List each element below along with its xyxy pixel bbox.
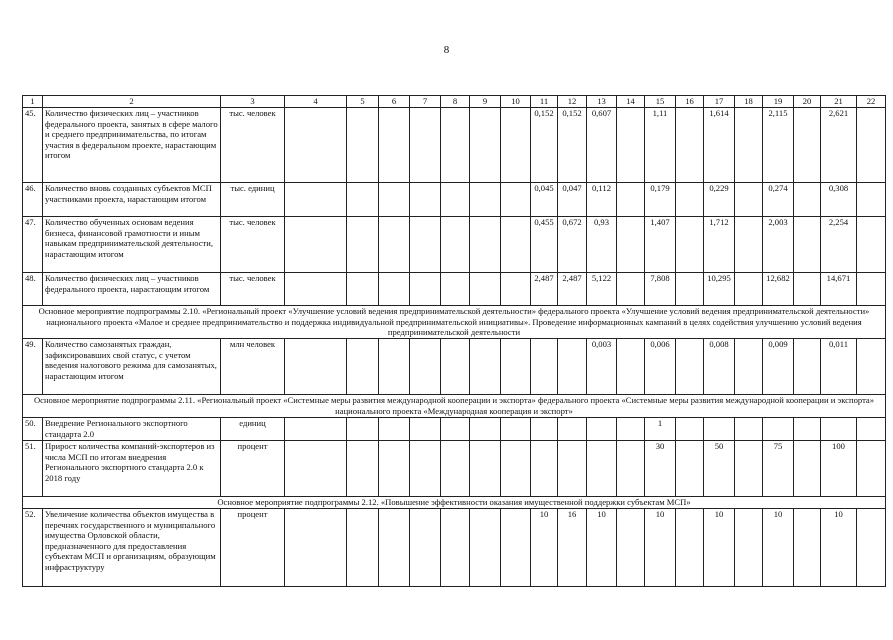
value-cell bbox=[441, 418, 470, 441]
value-cell: 0,179 bbox=[645, 183, 676, 217]
value-cell bbox=[617, 418, 645, 441]
value-cell bbox=[676, 441, 704, 497]
value-cell bbox=[470, 217, 501, 273]
indicator-name: Количество физических лиц – участников федерального проекта, занятых в сфере малого и среднего предпринимательства, по итогам участия в федеральном проекте, нарастающим итогом bbox=[43, 108, 221, 183]
value-cell bbox=[441, 217, 470, 273]
value-cell bbox=[558, 441, 587, 497]
value-cell bbox=[735, 108, 763, 183]
section-title: Основное мероприятие подпрограммы 2.11. «Региональный проект «Системные меры развития международной кооперации и экспорта» федерального проекта «Системные меры развития международной кооперации и экспорта» национального проекта «Международная кооперация и экспорт» bbox=[23, 395, 886, 418]
value-cell: 10 bbox=[821, 509, 857, 587]
value-cell bbox=[470, 418, 501, 441]
value-cell bbox=[587, 418, 617, 441]
unit: процент bbox=[221, 441, 285, 497]
unit: млн человек bbox=[221, 339, 285, 395]
row-number: 48. bbox=[23, 273, 43, 306]
value-cell bbox=[379, 339, 410, 395]
value-cell: 0,607 bbox=[587, 108, 617, 183]
value-cell bbox=[821, 418, 857, 441]
value-cell bbox=[501, 418, 531, 441]
value-cell: 50 bbox=[704, 441, 735, 497]
value-cell bbox=[617, 183, 645, 217]
value-cell bbox=[441, 509, 470, 587]
column-header: 6 bbox=[379, 96, 410, 108]
value-cell bbox=[794, 183, 821, 217]
indicator-name: Внедрение Регионального экспортного стандарта 2.0 bbox=[43, 418, 221, 441]
value-cell bbox=[410, 273, 441, 306]
value-cell bbox=[735, 509, 763, 587]
value-cell bbox=[617, 108, 645, 183]
value-cell bbox=[410, 339, 441, 395]
value-cell bbox=[347, 183, 379, 217]
value-cell: 75 bbox=[763, 441, 794, 497]
row-number: 45. bbox=[23, 108, 43, 183]
value-cell bbox=[285, 217, 347, 273]
value-cell: 16 bbox=[558, 509, 587, 587]
column-header: 22 bbox=[857, 96, 886, 108]
value-cell bbox=[379, 273, 410, 306]
table-row bbox=[23, 183, 886, 217]
value-cell: 0,93 bbox=[587, 217, 617, 273]
column-header: 10 bbox=[501, 96, 531, 108]
value-cell bbox=[285, 441, 347, 497]
value-cell bbox=[470, 339, 501, 395]
table-row bbox=[23, 108, 886, 183]
value-cell: 10 bbox=[587, 509, 617, 587]
value-cell bbox=[285, 273, 347, 306]
indicator-name: Увеличение количества объектов имущества в перечнях государственного и муниципального имущества Орловской области, предназначенного для предоставления субъектам МСП и организациям, образующим инфраструктуру bbox=[43, 509, 221, 587]
unit: единиц bbox=[221, 418, 285, 441]
value-cell bbox=[441, 183, 470, 217]
value-cell bbox=[558, 418, 587, 441]
value-cell: 100 bbox=[821, 441, 857, 497]
value-cell bbox=[531, 339, 558, 395]
table-row bbox=[23, 441, 886, 497]
value-cell bbox=[794, 418, 821, 441]
value-cell: 0,152 bbox=[531, 108, 558, 183]
value-cell: 0,003 bbox=[587, 339, 617, 395]
value-cell bbox=[410, 418, 441, 441]
section-row bbox=[23, 306, 886, 339]
value-cell bbox=[676, 418, 704, 441]
value-cell bbox=[347, 418, 379, 441]
value-cell bbox=[676, 509, 704, 587]
value-cell bbox=[857, 108, 886, 183]
value-cell bbox=[379, 217, 410, 273]
header-row bbox=[23, 96, 886, 108]
value-cell bbox=[857, 183, 886, 217]
value-cell bbox=[763, 418, 794, 441]
value-cell bbox=[347, 217, 379, 273]
value-cell: 0,672 bbox=[558, 217, 587, 273]
value-cell bbox=[285, 509, 347, 587]
value-cell bbox=[501, 339, 531, 395]
value-cell: 0,152 bbox=[558, 108, 587, 183]
value-cell: 1,11 bbox=[645, 108, 676, 183]
table-row bbox=[23, 509, 886, 587]
value-cell bbox=[617, 339, 645, 395]
value-cell bbox=[735, 217, 763, 273]
value-cell bbox=[470, 108, 501, 183]
table-row bbox=[23, 273, 886, 306]
column-header: 11 bbox=[531, 96, 558, 108]
value-cell: 10 bbox=[531, 509, 558, 587]
indicator-name: Количество обученных основам ведения бизнеса, финансовой грамотности и иным навыкам предпринимательской деятельности, нарастающим итогом bbox=[43, 217, 221, 273]
value-cell bbox=[676, 273, 704, 306]
value-cell bbox=[857, 273, 886, 306]
unit: тыс. человек bbox=[221, 273, 285, 306]
value-cell bbox=[441, 339, 470, 395]
value-cell: 10 bbox=[645, 509, 676, 587]
row-number: 46. bbox=[23, 183, 43, 217]
value-cell: 1 bbox=[645, 418, 676, 441]
value-cell bbox=[379, 183, 410, 217]
row-number: 52. bbox=[23, 509, 43, 587]
section-title: Основное мероприятие подпрограммы 2.10. «Региональный проект «Улучшение условий ведения предпринимательской деятельности» федерального проекта «Улучшение условий ведения предпринимательской деятельности» национального проекта «Малое и среднее предпринимательство и поддержка индивидуальной предпринимательской инициативы». Проведение информационных кампаний в целях содействия улучшению условий ведения предпринимательской деятельности bbox=[23, 306, 886, 339]
column-header: 9 bbox=[470, 96, 501, 108]
value-cell bbox=[347, 509, 379, 587]
value-cell: 0,455 bbox=[531, 217, 558, 273]
value-cell bbox=[347, 273, 379, 306]
value-cell: 1,407 bbox=[645, 217, 676, 273]
value-cell: 0,008 bbox=[704, 339, 735, 395]
value-cell: 0,006 bbox=[645, 339, 676, 395]
value-cell bbox=[531, 418, 558, 441]
unit: тыс. человек bbox=[221, 108, 285, 183]
value-cell bbox=[441, 273, 470, 306]
indicator-name: Количество вновь созданных субъектов МСП участниками проекта, нарастающим итогом bbox=[43, 183, 221, 217]
value-cell: 0,045 bbox=[531, 183, 558, 217]
value-cell bbox=[347, 339, 379, 395]
value-cell bbox=[410, 441, 441, 497]
value-cell: 12,682 bbox=[763, 273, 794, 306]
table-row bbox=[23, 339, 886, 395]
value-cell bbox=[501, 183, 531, 217]
value-cell: 2,487 bbox=[558, 273, 587, 306]
value-cell: 1,614 bbox=[704, 108, 735, 183]
value-cell bbox=[794, 441, 821, 497]
value-cell bbox=[379, 509, 410, 587]
indicator-name: Количество самозанятых граждан, зафиксировавших свой статус, с учетом введения налогового режима для самозанятых, нарастающим итогом bbox=[43, 339, 221, 395]
value-cell bbox=[285, 339, 347, 395]
value-cell bbox=[410, 183, 441, 217]
value-cell: 7,808 bbox=[645, 273, 676, 306]
value-cell bbox=[347, 108, 379, 183]
value-cell bbox=[794, 339, 821, 395]
value-cell: 14,671 bbox=[821, 273, 857, 306]
value-cell bbox=[410, 108, 441, 183]
value-cell bbox=[704, 418, 735, 441]
value-cell bbox=[587, 441, 617, 497]
column-header: 14 bbox=[617, 96, 645, 108]
value-cell bbox=[857, 339, 886, 395]
row-number: 50. bbox=[23, 418, 43, 441]
value-cell bbox=[470, 183, 501, 217]
value-cell: 2,487 bbox=[531, 273, 558, 306]
value-cell bbox=[617, 273, 645, 306]
value-cell bbox=[285, 183, 347, 217]
value-cell bbox=[441, 108, 470, 183]
section-title: Основное мероприятие подпрограммы 2.12. «Повышение эффективности оказания имущественной поддержки субъектам МСП» bbox=[23, 497, 886, 509]
column-header: 3 bbox=[221, 96, 285, 108]
value-cell bbox=[676, 217, 704, 273]
value-cell bbox=[617, 509, 645, 587]
indicators-table bbox=[22, 95, 886, 587]
value-cell: 5,122 bbox=[587, 273, 617, 306]
value-cell bbox=[794, 509, 821, 587]
value-cell bbox=[617, 441, 645, 497]
value-cell: 10 bbox=[763, 509, 794, 587]
value-cell bbox=[794, 108, 821, 183]
row-number: 51. bbox=[23, 441, 43, 497]
value-cell: 2,003 bbox=[763, 217, 794, 273]
value-cell: 0,047 bbox=[558, 183, 587, 217]
value-cell bbox=[410, 217, 441, 273]
column-header: 2 bbox=[43, 96, 221, 108]
value-cell bbox=[470, 273, 501, 306]
value-cell bbox=[347, 441, 379, 497]
value-cell bbox=[285, 108, 347, 183]
column-header: 4 bbox=[285, 96, 347, 108]
value-cell: 30 bbox=[645, 441, 676, 497]
column-header: 8 bbox=[441, 96, 470, 108]
value-cell: 0,274 bbox=[763, 183, 794, 217]
value-cell: 10 bbox=[704, 509, 735, 587]
column-header: 13 bbox=[587, 96, 617, 108]
value-cell bbox=[676, 183, 704, 217]
indicator-name: Прирост количества компаний-экспортеров из числа МСП по итогам внедрения Регионального экспортного стандарта 2.0 к 2018 году bbox=[43, 441, 221, 497]
column-header: 19 bbox=[763, 96, 794, 108]
value-cell bbox=[501, 217, 531, 273]
column-header: 20 bbox=[794, 96, 821, 108]
value-cell bbox=[676, 108, 704, 183]
value-cell bbox=[379, 441, 410, 497]
value-cell: 0,229 bbox=[704, 183, 735, 217]
value-cell bbox=[470, 509, 501, 587]
value-cell: 10,295 bbox=[704, 273, 735, 306]
value-cell bbox=[735, 418, 763, 441]
value-cell bbox=[794, 217, 821, 273]
value-cell bbox=[501, 441, 531, 497]
value-cell bbox=[857, 418, 886, 441]
value-cell bbox=[379, 418, 410, 441]
value-cell: 2,621 bbox=[821, 108, 857, 183]
value-cell bbox=[470, 441, 501, 497]
column-header: 16 bbox=[676, 96, 704, 108]
value-cell bbox=[441, 441, 470, 497]
row-number: 47. bbox=[23, 217, 43, 273]
value-cell bbox=[735, 441, 763, 497]
value-cell bbox=[617, 217, 645, 273]
value-cell bbox=[285, 418, 347, 441]
value-cell bbox=[857, 217, 886, 273]
value-cell bbox=[501, 273, 531, 306]
table-body bbox=[23, 96, 886, 587]
unit: процент bbox=[221, 509, 285, 587]
unit: тыс. единиц bbox=[221, 183, 285, 217]
value-cell bbox=[735, 183, 763, 217]
section-row bbox=[23, 395, 886, 418]
value-cell: 0,308 bbox=[821, 183, 857, 217]
indicator-name: Количество физических лиц – участников федерального проекта, нарастающим итогом bbox=[43, 273, 221, 306]
value-cell bbox=[531, 441, 558, 497]
value-cell: 1,712 bbox=[704, 217, 735, 273]
page-number: 8 bbox=[443, 44, 450, 56]
table-row bbox=[23, 418, 886, 441]
value-cell bbox=[735, 339, 763, 395]
row-number: 49. bbox=[23, 339, 43, 395]
column-header: 7 bbox=[410, 96, 441, 108]
value-cell bbox=[735, 273, 763, 306]
column-header: 1 bbox=[23, 96, 43, 108]
value-cell: 2,254 bbox=[821, 217, 857, 273]
value-cell bbox=[676, 339, 704, 395]
value-cell bbox=[857, 509, 886, 587]
value-cell bbox=[501, 108, 531, 183]
section-row bbox=[23, 497, 886, 509]
column-header: 17 bbox=[704, 96, 735, 108]
value-cell bbox=[558, 339, 587, 395]
value-cell bbox=[501, 509, 531, 587]
column-header: 15 bbox=[645, 96, 676, 108]
value-cell bbox=[379, 108, 410, 183]
value-cell: 0,011 bbox=[821, 339, 857, 395]
value-cell bbox=[410, 509, 441, 587]
value-cell bbox=[857, 441, 886, 497]
value-cell bbox=[794, 273, 821, 306]
unit: тыс. человек bbox=[221, 217, 285, 273]
value-cell: 2,115 bbox=[763, 108, 794, 183]
column-header: 12 bbox=[558, 96, 587, 108]
column-header: 18 bbox=[735, 96, 763, 108]
column-header: 21 bbox=[821, 96, 857, 108]
column-header: 5 bbox=[347, 96, 379, 108]
value-cell: 0,112 bbox=[587, 183, 617, 217]
value-cell: 0,009 bbox=[763, 339, 794, 395]
table-row bbox=[23, 217, 886, 273]
